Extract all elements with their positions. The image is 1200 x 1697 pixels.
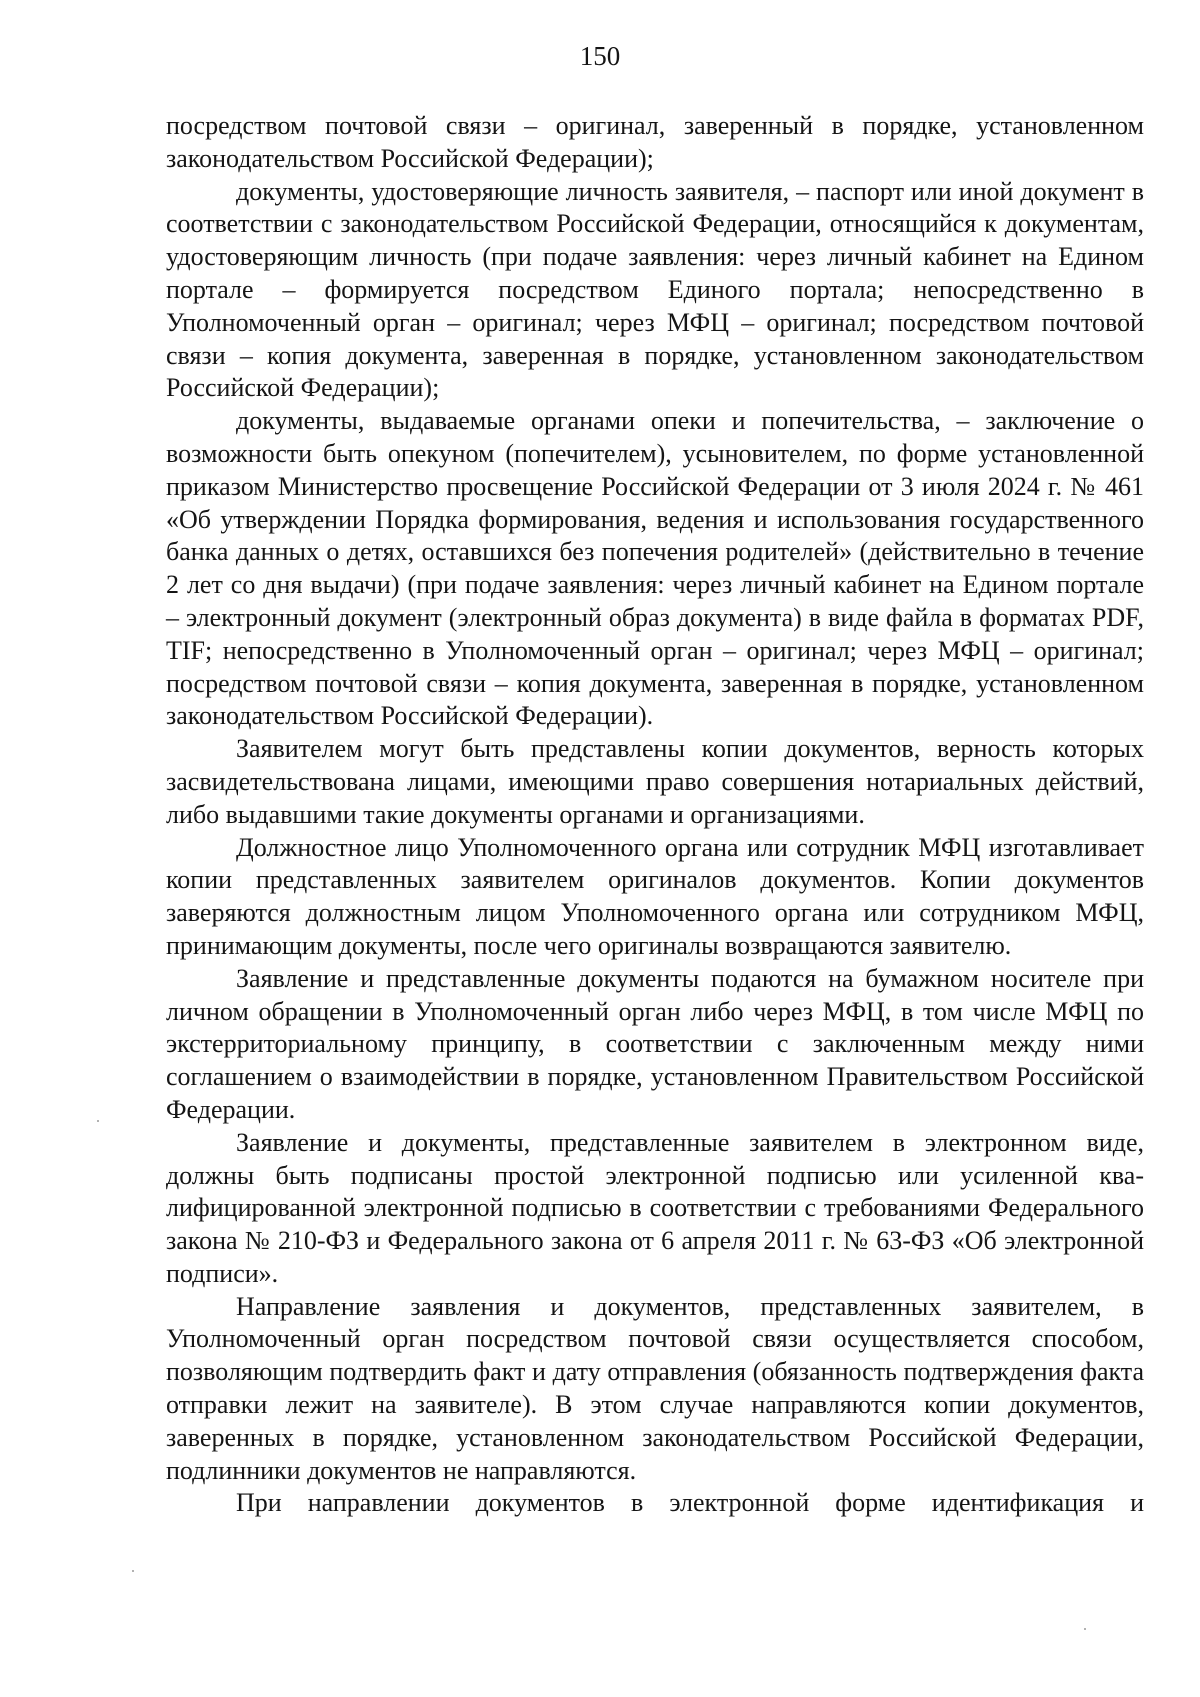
scan-speck (132, 1570, 134, 1572)
paragraph-continuation: посредством почтовой связи – оригинал, заверенный в порядке, установленном законодательством Российской Федерации); (166, 111, 1144, 173)
paragraph-certified-copies: Заявителем могут быть представлены копии документов, верность которых засвидетельствована лицами, имеющими право совершения нотариальных действий, либо выдавшими такие документы органами и организациями. (166, 734, 1144, 829)
page-number: 150 (579, 41, 621, 71)
paragraph-electronic-signature: Заявление и документы, представленные заявителем в электронном виде, должны быть подписаны простой электронной подписью или усиленной квалифицированной электронной подписью в соответствии с требованиями Федерального закона № 210-ФЗ и Федерального закона от 6 апреля 2011 г. № 63-ФЗ «Об электронной подписи». (166, 1127, 1144, 1288)
document-body (166, 110, 1144, 1520)
paragraph-identity-documents: документы, удостоверяющие личность заявителя, – паспорт или иной документ в соответствии с законодательством Российской Федерации, относящийся к документам, удостоверяющим личность (при подаче заявления: через личный кабинет на Едином портале – формируется посредством Единого портала; непосредственно в Уполномоченный орган – оригинал; через МФЦ – оригинал; посредством почтовой связи – копия документа, заверенная в порядке, установленном законодательством Российской Федерации); (166, 176, 1144, 403)
scan-speck (1084, 1628, 1086, 1630)
scan-speck (97, 1120, 99, 1122)
paragraph-guardianship-documents: документы, выдаваемые органами опеки и попечительства, – заключение о возможности быть опекуном (попечителем), усыновителем, по форме установленной приказом Министерство просвещение Российской Федерации от 3 июля 2024 г. № 461 «Об утверждении Порядка формирования, ведения и использования государственного банка данных о детях, оставшихся без попечения родителей» (действительно в течение 2 лет со дня выдачи) (при подаче заявления: через личный кабинет на Едином портале – электронный документ (электронный образ документа) в виде файла в форматах PDF, TIF; непосредственно в Уполномоченный орган – оригинал; через МФЦ – оригинал; посредством почтовой связи – копия документа, заверенная в порядке, установленном законодательством Российской Федерации). (166, 406, 1144, 731)
paragraph-postal-submission: Направление заявления и документов, представленных заявителем, в Уполномоченный орган посредством почтовой связи осуществляется способом, позволяющим подтвердить факт и дату отправления (обязанность подтверждения факта отправки лежит на заявителе). В этом случае направляются копии документов, заверенных в порядке, установленном законодательством Российской Федерации, подлинники документов не направляются. (166, 1291, 1144, 1485)
paragraph-paper-submission: Заявление и представленные документы подаются на бумажном носителе при личном обращении в Уполномоченный орган либо через МФЦ, в том числе МФЦ по экстерриториальному принципу, в соответствии с заключенным между ними соглашением о взаимодействии в порядке, установленном Правительством Российской Федерации. (166, 963, 1144, 1124)
paragraph-electronic-identification: При направлении документов в электронной форме идентификация и (236, 1488, 1144, 1518)
paragraph-official-copies: Должностное лицо Уполномоченного органа или сотрудник МФЦ изготавливает копии представленных заявителем оригиналов документов. Копии документов заверяются должностным лицом Уполномоченного органа или сотрудником МФЦ, принимающим документы, после чего оригиналы возвращаются заявителю. (166, 832, 1144, 960)
